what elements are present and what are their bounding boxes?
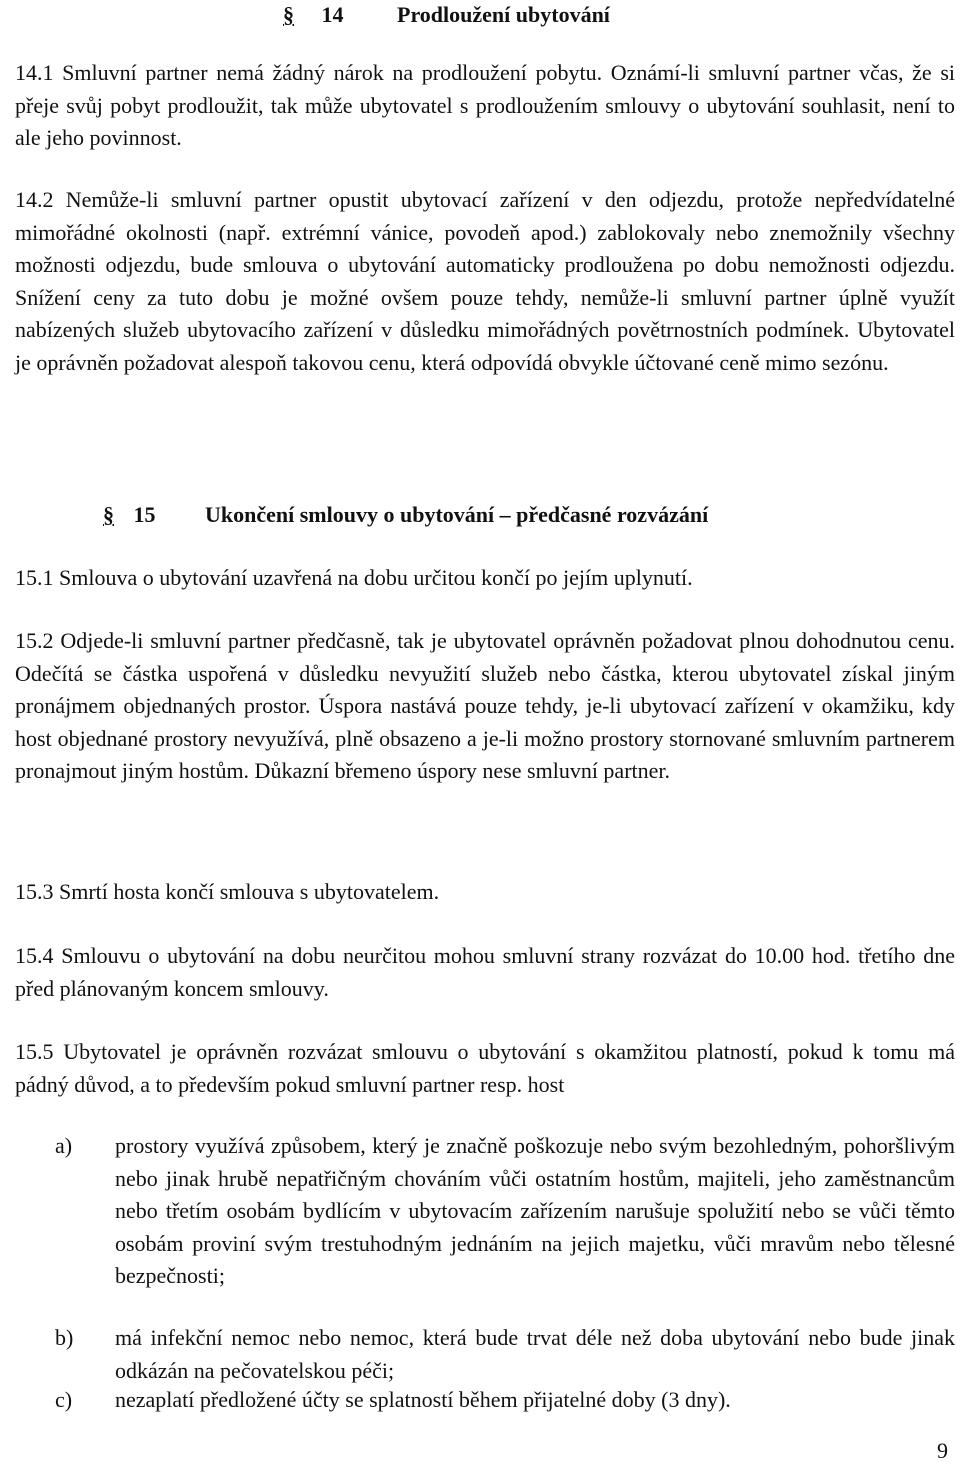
paragraph-number: 15.5 bbox=[15, 1039, 54, 1064]
paragraph-15-5 bbox=[15, 1036, 955, 1101]
list-item-text: má infekční nemoc nebo nemoc, která bude trvat déle než doba ubytování nebo bude jinak odkázán na pečovatelskou péči; bbox=[115, 1325, 955, 1383]
section-heading-14 bbox=[283, 0, 610, 30]
section-sign: § bbox=[283, 2, 294, 27]
paragraph-15-3 bbox=[15, 876, 955, 909]
section-number: 15 bbox=[133, 502, 156, 527]
section-title: Ukončení smlouvy o ubytování – předčasné rozvázání bbox=[205, 502, 709, 527]
paragraph-number: 14.2 bbox=[15, 187, 54, 212]
page-number: 9 bbox=[937, 1438, 948, 1463]
list-item-marker: c) bbox=[55, 1387, 73, 1412]
paragraph-text: Smluvní partner nemá žádný nárok na prodloužení pobytu. Oznámí-li smluvní partner včas, že si přeje svůj pobyt prodloužit, tak může ubytovatel s prodloužením smlouvy o ubytování souhlasit, není to ale jeho povinnost. bbox=[15, 60, 955, 150]
paragraph-14-1 bbox=[15, 57, 955, 155]
paragraph-text: Ubytovatel je oprávněn rozvázat smlouvu o ubytování s okamžitou platností, pokud k tomu má pádný důvod, a to především pokud smluvní partner resp. host bbox=[15, 1039, 955, 1097]
paragraph-number: 15.2 bbox=[15, 628, 54, 653]
paragraph-text: Smlouvu o ubytování na dobu neurčitou mohou smluvní strany rozvázat do 10.00 hod. třetího dne před plánovaným koncem smlouvy. bbox=[15, 943, 955, 1001]
list-item-c bbox=[15, 1384, 955, 1419]
paragraph-number: 15.4 bbox=[15, 943, 54, 968]
paragraph-14-2 bbox=[15, 184, 955, 379]
paragraph-number: 14.1 bbox=[15, 60, 54, 85]
paragraph-text: Smrtí hosta končí smlouva s ubytovatelem. bbox=[59, 879, 440, 904]
section-title: Prodloužení ubytování bbox=[397, 2, 610, 27]
list-item-marker: b) bbox=[55, 1325, 74, 1350]
paragraph-number: 15.1 bbox=[15, 565, 54, 590]
paragraph-text: Smlouva o ubytování uzavřená na dobu určitou končí po jejím uplynutí. bbox=[59, 565, 693, 590]
paragraph-text: Odjede-li smluvní partner předčasně, tak je ubytovatel oprávněn požadovat plnou dohodnutou cenu. Odečítá se částka uspořená v důsledku nevyužití služeb nebo částka, kterou ubytovatel získal jiným pronájmem objednaných prostor. Úspora nastává pouze tehdy, je-li ubytovací zařízení v okamžiku, kdy host objednané prostory nevyužívá, plně obsazeno a je-li možno prostory stornované smluvním partnerem pronajmout jiným hostům. Důkazní břemeno úspory nese smluvní partner. bbox=[15, 628, 956, 783]
list-item-b bbox=[15, 1322, 955, 1392]
section-number: 14 bbox=[321, 2, 344, 27]
list-item-text: nezaplatí předložené účty se splatností během přijatelné doby (3 dny). bbox=[115, 1387, 731, 1412]
paragraph-number: 15.3 bbox=[15, 879, 54, 904]
paragraph-text: Nemůže-li smluvní partner opustit ubytovací zařízení v den odjezdu, protože nepředvídatelné mimořádné okolnosti (např. extrémní vánice, povodeň apod.) zablokovaly nebo znemožnily všechny možnosti odjezdu, bude smlouva o ubytování automaticky prodloužena po dobu nemožnosti odjezdu. Snížení ceny za tuto dobu je možné ovšem pouze tehdy, nemůže-li smluvní partner úplně využít nabízených služeb ubytovacího zařízení v důsledku mimořádných povětrnostních podmínek. Ubytovatel je oprávněn požadovat alespoň takovou cenu, která odpovídá obvykle účtované ceně mimo sezónu. bbox=[15, 187, 955, 375]
section-heading-15 bbox=[103, 500, 708, 530]
section-sign: § bbox=[103, 502, 114, 527]
list-item-marker: a) bbox=[55, 1133, 73, 1158]
paragraph-15-2 bbox=[15, 625, 955, 788]
paragraph-15-1 bbox=[15, 562, 955, 595]
paragraph-15-4 bbox=[15, 940, 955, 1005]
list-item-text: prostory využívá způsobem, který je značně poškozuje nebo svým bezohledným, pohoršlivým nebo jinak hrubě nepatřičným chováním vůči ostatním hostům, majiteli, jeho zaměstnancům nebo třetím osobám bydlícím v ubytovacím zařízením narušuje spolužití nebo se vůči těmto osobám proviní svým trestuhodným jednáním na jejich majetku, vůči mravům nebo tělesné bezpečnosti; bbox=[115, 1133, 955, 1288]
list-item-a bbox=[15, 1130, 955, 1330]
